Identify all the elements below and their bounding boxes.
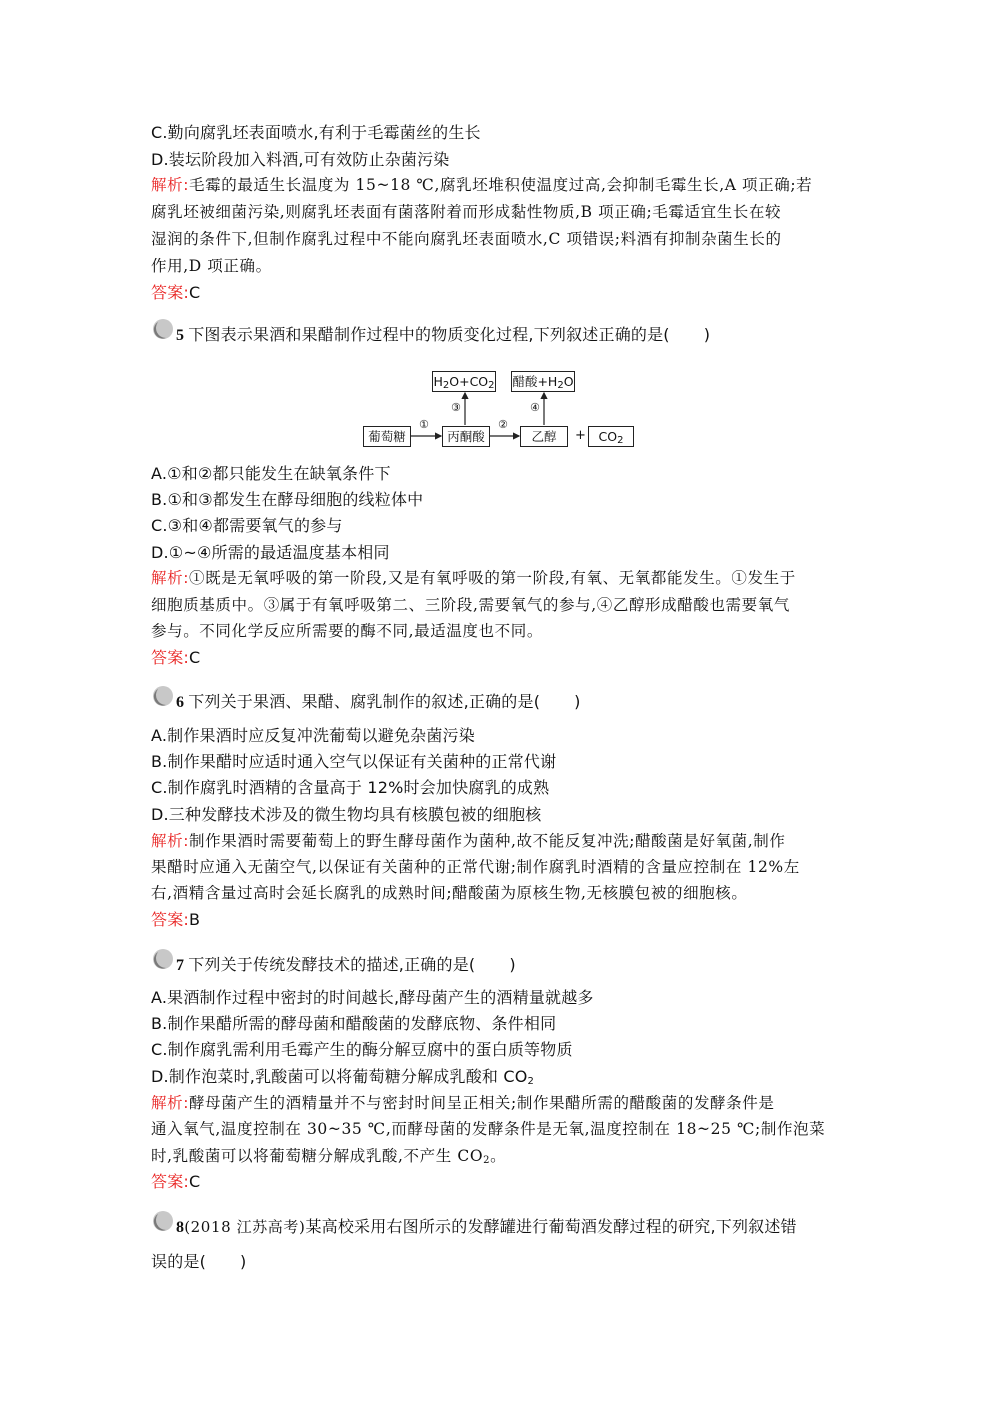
q6-analysis-line-3: 右,酒精含量过高时会延长腐乳的成熟时间;醋酸菌为原核生物,无核膜包被的细胞核。 <box>151 884 748 902</box>
q4-answer: 答案:C <box>151 283 201 302</box>
step-3-label: ③ <box>451 401 461 414</box>
q8-stem-line-2: 误的是( ) <box>151 1252 247 1271</box>
analysis-label: 解析: <box>151 569 190 587</box>
step-1-label: ① <box>419 418 429 431</box>
analysis-label: 解析: <box>151 1094 190 1112</box>
q5-option-b: B.①和③都发生在酵母细胞的线粒体中 <box>151 490 424 509</box>
q7-option-a: A.果酒制作过程中密封的时间越长,酵母菌产生的酒精量就越多 <box>151 988 594 1007</box>
q6-option-c: C.制作腐乳时酒精的含量高于 12%时会加快腐乳的成熟 <box>151 778 550 797</box>
q7-stem: 7 下列关于传统发酵技术的描述,正确的是( ) <box>176 955 516 974</box>
q7-option-d: D.制作泡菜时,乳酸菌可以将葡萄糖分解成乳酸和 $CO_2$ <box>151 1067 535 1087</box>
analysis-label: 解析: <box>151 832 190 850</box>
question-badge-icon <box>152 685 174 707</box>
box-ethanol: 乙醇 <box>520 426 568 447</box>
q5-option-c: C.③和④都需要氧气的参与 <box>151 516 343 535</box>
box-glucose: 葡萄糖 <box>363 426 411 447</box>
analysis-label: 解析: <box>151 176 190 194</box>
q4-option-c: C.勤向腐乳坯表面喷水,有利于毛霉菌丝的生长 <box>151 123 481 142</box>
q6-option-d: D.三种发酵技术涉及的微生物均具有核膜包被的细胞核 <box>151 805 542 824</box>
q6-analysis-line-2: 果醋时应通入无菌空气,以保证有关菌种的正常代谢;制作腐乳时酒精的含量应控制在 12%左 <box>151 858 800 876</box>
q5-option-a: A.①和②都只能发生在缺氧条件下 <box>151 464 391 483</box>
answer-label: 答案: <box>151 283 189 302</box>
fermentation-pathway-diagram <box>355 365 645 455</box>
q7-analysis-line-1: 解析:酵母菌产生的酒精量并不与密封时间呈正相关;制作果醋所需的醋酸菌的发酵条件是 <box>151 1094 775 1112</box>
box-co2: $CO_2$ <box>588 426 634 447</box>
box-acetic-acid-h2o: 醋酸$+H_2O$ <box>511 371 575 392</box>
q5-option-d: D.①~④所需的最适温度基本相同 <box>151 543 390 562</box>
answer-label: 答案: <box>151 648 189 667</box>
box-h2o-co2: $H_2O+CO_2$ <box>432 371 496 392</box>
q7-analysis-line-2: 通入氧气,温度控制在 30~35 ℃,而酵母菌的发酵条件是无氧,温度控制在 18~25 ℃;制作泡菜 <box>151 1120 826 1138</box>
box-pyruvate: 丙酮酸 <box>442 426 490 447</box>
q5-analysis-line-2: 细胞质基质中。③属于有氧呼吸第二、三阶段,需要氧气的参与,④乙醇形成醋酸也需要氧气 <box>151 596 790 614</box>
q6-analysis-line-1: 解析:制作果酒时需要葡萄上的野生酵母菌作为菌种,故不能反复冲洗;醋酸菌是好氧菌,制作 <box>151 832 786 850</box>
q4-analysis-line-1: 解析:毛霉的最适生长温度为 15~18 ℃,腐乳坯堆积使温度过高,会抑制毛霉生长,A 项正确;若 <box>151 176 813 194</box>
question-badge-icon <box>152 1210 174 1232</box>
q6-answer: 答案:B <box>151 910 201 929</box>
answer-label: 答案: <box>151 1172 189 1191</box>
step-2-label: ② <box>498 418 508 431</box>
diagram-arrows <box>355 365 645 455</box>
q4-analysis-line-3: 湿润的条件下,但制作腐乳过程中不能向腐乳坯表面喷水,C 项错误;料酒有抑制杂菌生长的 <box>151 230 782 248</box>
q8-stem-line-1: 8(2018 江苏高考)某高校采用右图所示的发酵罐进行葡萄酒发酵过程的研究,下列叙述错 <box>176 1217 797 1236</box>
q5-answer: 答案:C <box>151 648 201 667</box>
q6-option-b: B.制作果醋时应适时通入空气以保证有关菌种的正常代谢 <box>151 752 557 771</box>
q5-analysis-line-1: 解析:①既是无氧呼吸的第一阶段,又是有氧呼吸的第一阶段,有氧、无氧都能发生。①发生于 <box>151 569 796 587</box>
q7-answer: 答案:C <box>151 1172 201 1191</box>
plus-sign: + <box>575 428 586 443</box>
q6-stem: 6 下列关于果酒、果醋、腐乳制作的叙述,正确的是( ) <box>176 692 581 711</box>
q7-option-b: B.制作果醋所需的酵母菌和醋酸菌的发酵底物、条件相同 <box>151 1014 557 1033</box>
q4-option-d: D.装坛阶段加入料酒,可有效防止杂菌污染 <box>151 150 450 169</box>
q5-stem: 5 下图表示果酒和果醋制作过程中的物质变化过程,下列叙述正确的是( ) <box>176 325 711 344</box>
question-badge-icon <box>152 948 174 970</box>
q4-analysis-line-2: 腐乳坯被细菌污染,则腐乳坯表面有菌落附着而形成黏性物质,B 项正确;毛霉适宜生长在较 <box>151 203 782 221</box>
step-4-label: ④ <box>530 401 540 414</box>
answer-label: 答案: <box>151 910 189 929</box>
q5-analysis-line-3: 参与。不同化学反应所需要的酶不同,最适温度也不同。 <box>151 622 543 640</box>
q6-option-a: A.制作果酒时应反复冲洗葡萄以避免杂菌污染 <box>151 726 475 745</box>
q7-analysis-line-3: 时,乳酸菌可以将葡萄糖分解成乳酸,不产生 $CO_2$。 <box>151 1147 507 1166</box>
q7-option-c: C.制作腐乳需利用毛霉产生的酶分解豆腐中的蛋白质等物质 <box>151 1040 573 1059</box>
question-badge-icon <box>152 318 174 340</box>
q4-analysis-line-4: 作用,D 项正确。 <box>151 257 272 275</box>
